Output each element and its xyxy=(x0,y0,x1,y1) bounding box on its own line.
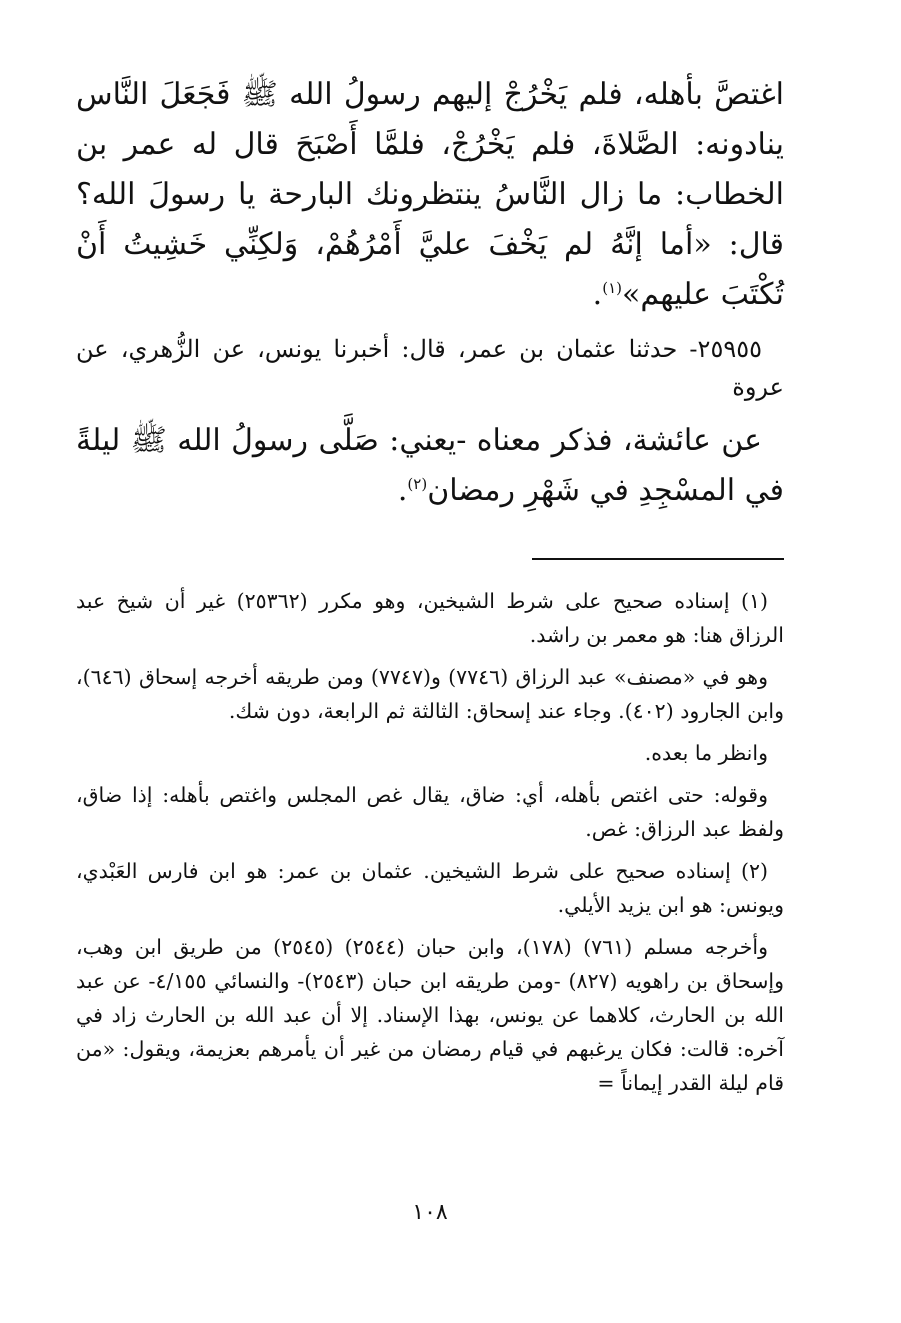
main-paragraph xyxy=(76,70,784,320)
footnote-reference-2: (٢) xyxy=(407,475,428,493)
main-paragraph-text: عن عائشة، فذكر معناه -يعني: صَلَّى رسولُ الله ﷺ ليلةً في المسْجِدِ في شَهْرِ رمضان xyxy=(76,423,784,508)
footnote-paragraph: وأخرجه مسلم (٧٦١) (١٧٨)، وابن حبان (٢٥٤٤) (٢٥٤٥) من طريق ابن وهب، وإسحاق بن راهويه (٨٢٧) -ومن طريقه ابن حبان (٢٥٤٣)- والنسائي ٤/١٥٥- عن عبد الله بن الحارث، كلاهما عن يونس، بهذا الإسناد. إلا أن عبد الله بن الحارث زاد في آخره: قالت: فكان يرغبهم في قيام رمضان من غير أن يأمرهم بعزيمة، ويقول: «من قام ليلة القدر إيماناً = xyxy=(76,935,784,1095)
main-text xyxy=(76,70,784,516)
main-paragraph-text: اغتصَّ بأهله، فلم يَخْرُجْ إليهم رسولُ الله ﷺ فَجَعَلَ النَّاس ينادونه: الصَّلاةَ، فلم يَخْرُجْ، فلمَّا أَصْبَحَ قال له عمر بن الخطاب: ما زال النَّاسُ ينتظرونك البارحة يا رسولَ الله؟ قال: «أما إنَّهُ لم يَخْفَ عليَّ أَمْرُهُمْ، وَلكِنِّي خَشِيتُ أَنْ تُكْتَبَ عليهم» xyxy=(76,77,784,312)
footnote-paragraph: وقوله: حتى اغتص بأهله، أي: ضاق، يقال غص المجلس واغتص بأهله: إذا ضاق، ولفظ عبد الرزاق: غص. xyxy=(76,783,784,841)
hadith-isnad: ٢٥٩٥٥- حدثنا عثمان بن عمر، قال: أخبرنا يونس، عن الزُّهري، عن عروة xyxy=(76,335,784,401)
main-paragraph xyxy=(76,416,784,516)
paragraph-end-mark: . xyxy=(397,473,408,508)
book-page xyxy=(76,70,784,1310)
page-number: ١٠٨ xyxy=(412,1200,448,1225)
footnote-paragraph: (١) إسناده صحيح على شرط الشيخين، وهو مكرر (٢٥٣٦٢) غير أن شيخ عبد الرزاق هنا: هو معمر بن راشد. xyxy=(76,589,784,647)
footnote-reference-1: (١) xyxy=(602,279,622,297)
footnote-separator xyxy=(532,558,784,560)
footnote-paragraph: وهو في «مصنف» عبد الرزاق (٧٧٤٦) و(٧٧٤٧) ومن طريقه أخرجه إسحاق (٦٤٦)، وابن الجارود (٤٠٢). وجاء عند إسحاق: الثالثة ثم الرابعة، دون شك. xyxy=(76,665,784,723)
footnote-paragraph: وانظر ما بعده. xyxy=(644,741,768,765)
footnotes-section xyxy=(76,584,784,1108)
footnote-paragraph: (٢) إسناده صحيح على شرط الشيخين. عثمان بن عمر: هو ابن فارس العَبْدي، ويونس: هو ابن يزيد الأيلي. xyxy=(76,859,784,917)
paragraph-end-mark: . xyxy=(592,277,603,312)
